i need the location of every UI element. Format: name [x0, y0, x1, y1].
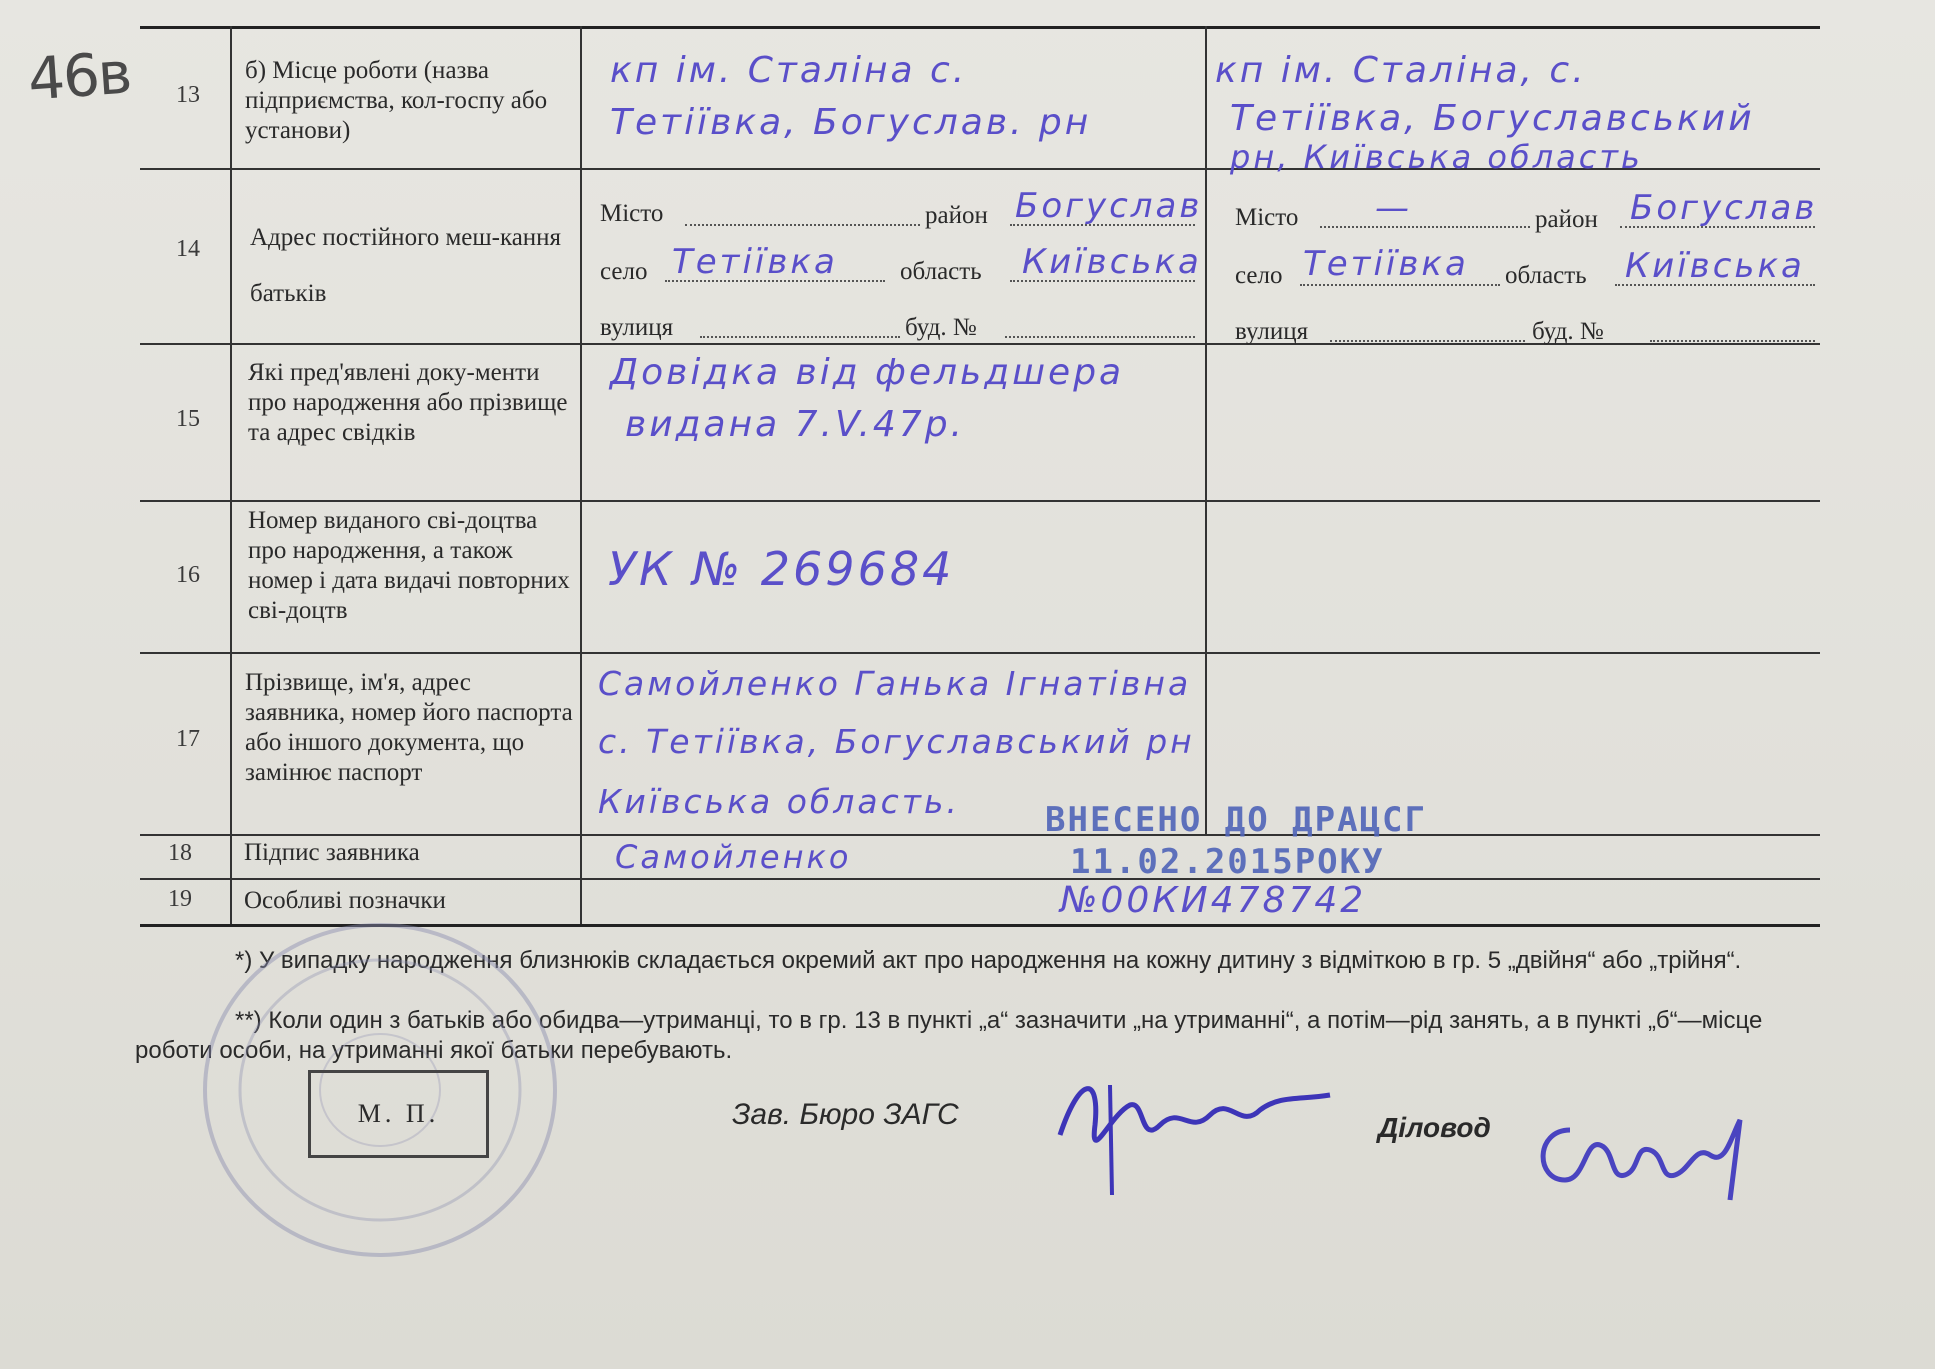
handwritten-entry: рн, Київська область — [1230, 138, 1643, 176]
dotted-line — [1650, 340, 1815, 342]
row-divider — [140, 834, 1820, 836]
column-divider — [230, 26, 232, 924]
row-label: Підпис заявника — [244, 839, 420, 866]
row-divider — [140, 878, 1820, 880]
row-number: 18 — [168, 840, 192, 866]
handwritten-entry: Тетіївка, Богуслав. рн — [610, 102, 1092, 143]
seal-place-box: М. П. — [308, 1070, 489, 1158]
handwritten-entry: Київська — [1022, 242, 1202, 282]
clerk-label: Діловод — [1378, 1112, 1491, 1143]
city-label: Місто — [600, 200, 664, 227]
footnote-twins: *) У випадку народження близнюків складається окремий акт про народження на кожну дитину з відміткою в гр. 5 „двійня“ або „трійня“. — [235, 947, 1742, 974]
street-label: вулиця — [600, 314, 674, 341]
row-number: 14 — [176, 236, 200, 262]
handwritten-entry: Київська — [1625, 246, 1805, 286]
table-top-border — [140, 26, 1820, 29]
handwritten-entry: Тетіївка — [672, 242, 838, 282]
row-number: 19 — [168, 886, 192, 912]
dotted-line — [1330, 340, 1525, 342]
registry-stamp-date: 11.02.2015РОКУ — [1070, 842, 1385, 882]
handwritten-entry: УК № 269684 — [608, 542, 955, 596]
dotted-line — [700, 336, 900, 338]
row-label: Номер виданого сві-доцтва про народження, а також номер і дата видачі повторних сві-доцтв — [248, 507, 570, 624]
row-number: 16 — [176, 562, 200, 588]
house-label: буд. № — [905, 314, 977, 341]
dotted-line — [685, 224, 920, 226]
handwritten-entry: Самойленко Ганька Ігнатівна — [598, 664, 1192, 703]
handwritten-entry: кп ім. Сталіна с. — [610, 50, 968, 91]
column-divider — [1205, 26, 1207, 834]
row-label: Адрес постійного меш-кання батьків — [250, 224, 562, 307]
handwritten-entry: кп ім. Сталіна, с. — [1215, 50, 1587, 91]
row-label: Які пред'явлені доку-менти про народження або прізвище та адрес свідків — [248, 359, 568, 446]
district-label: район — [1535, 206, 1598, 233]
registry-stamp-line: ВНЕСЕНО ДО ДРАЦСГ — [1045, 800, 1427, 840]
column-divider — [580, 26, 582, 924]
row-divider — [140, 652, 1820, 654]
dotted-line — [1005, 336, 1195, 338]
handwritten-entry: с. Тетіївка, Богуславський рн — [598, 722, 1195, 761]
house-label: буд. № — [1532, 318, 1604, 345]
handwritten-entry: Тетіївка, Богуславський — [1230, 98, 1755, 139]
city-label: Місто — [1235, 204, 1299, 231]
row-label: Особливі позначки — [244, 887, 446, 914]
row-number: 17 — [176, 726, 200, 752]
registry-head-label: Зав. Бюро ЗАГС — [732, 1098, 959, 1131]
handwritten-entry: Богуслав — [1015, 186, 1203, 226]
row-label: б) Місце роботи (назва підприємства, кол-госпу або установи) — [245, 57, 548, 144]
row-divider — [140, 500, 1820, 502]
row-label: Прізвище, ім'я, адрес заявника, номер його паспорта або іншого документа, що замінює паспорт — [245, 669, 573, 786]
street-label: вулиця — [1235, 318, 1309, 345]
row-number: 13 — [176, 82, 200, 108]
row-number: 15 — [176, 406, 200, 432]
handwritten-entry: Богуслав — [1630, 188, 1818, 228]
region-label: область — [1505, 262, 1587, 289]
registry-head-signature-icon — [1050, 1055, 1340, 1210]
handwritten-entry: Київська область. — [598, 782, 960, 821]
village-label: село — [1235, 262, 1283, 289]
village-label: село — [600, 258, 648, 285]
handwritten-entry: видана 7.V.47р. — [625, 404, 965, 445]
clerk-signature-icon — [1530, 1100, 1770, 1215]
archive-margin-note: 46в — [25, 38, 133, 114]
dotted-line — [1320, 226, 1530, 228]
handwritten-entry: Тетіївка — [1303, 244, 1469, 284]
applicant-signature: Самойленко — [615, 838, 852, 876]
district-label: район — [925, 202, 988, 229]
handwritten-entry: №00КИ478742 — [1060, 880, 1367, 921]
region-label: область — [900, 258, 982, 285]
footnote-dependents: **) Коли один з батьків або обидва—утриманці, то в гр. 13 в пункті „а“ зазначити „на утриманні“, а потім—рід занять, а в пункті „б“—місце роботи особи, на утриманні якої батьки перебувають. — [135, 1007, 1763, 1064]
dotted-line — [1300, 284, 1500, 286]
handwritten-entry: — — [1375, 188, 1412, 228]
handwritten-entry: Довідка від фельдшера — [610, 352, 1125, 393]
